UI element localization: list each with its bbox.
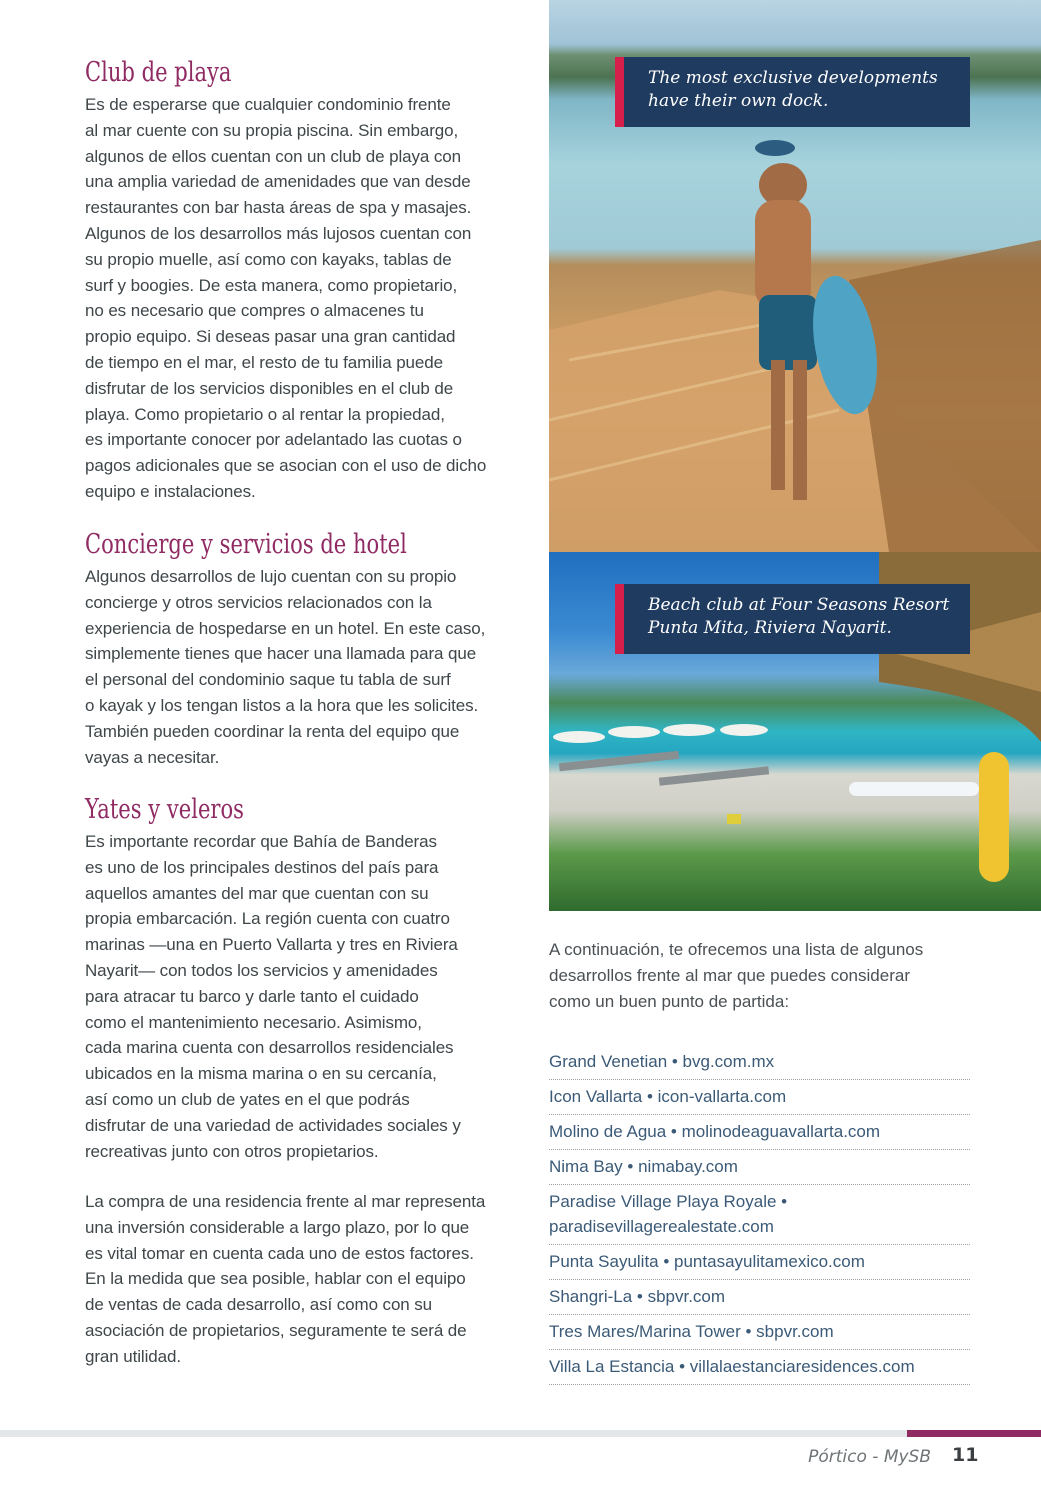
footer-accent-bar — [907, 1430, 1041, 1437]
footer-divider — [0, 1430, 1041, 1437]
top-photo-caption: The most exclusive developments have their own dock. — [615, 57, 970, 127]
section-body: Es importante recordar que Bahía de Banderas es uno de los principales destinos del país para aquellos amantes del mar que cuentan con su propia embarcación. La región cuenta con cuatro marinas —una en Puerto Vallarta y tres en Riviera Nayarit— con todos los servicios y amenidades para atracar tu barco y darle tanto el cuidado como el mantenimiento necesario. Asimismo, cada marina cuenta con desarrollos residenciales ubicados en la misma marina o en su cercanía, así como un club de yates en el que podrás disfrutar de una variedad de actividades sociales y recreativas junto con otros propietarios. — [85, 832, 461, 1161]
section-concierge — [85, 530, 510, 770]
section-heading: Concierge y servicios de hotel — [85, 529, 407, 560]
list-item[interactable]: Icon Vallarta • icon-vallarta.com — [549, 1080, 970, 1115]
list-item[interactable]: Villa La Estancia • villalaestanciaresidences.com — [549, 1350, 970, 1385]
section-club-de-playa — [85, 58, 510, 505]
list-item[interactable]: Tres Mares/Marina Tower • sbpvr.com — [549, 1315, 970, 1350]
section-body: Algunos desarrollos de lujo cuentan con su propio concierge y otros servicios relacionados con la experiencia de hospedarse en un hotel. En este caso, simplemente tienes que hacer una llamada para que el personal del condominio saque tu tabla de surf o kayak y los tengan listos a la hora que les solicites. También pueden coordinar la renta del equipo que vayas a necesitar. — [85, 567, 486, 767]
section-heading: Club de playa — [85, 57, 232, 88]
section-yates — [85, 795, 510, 1164]
bottom-photo-caption: Beach club at Four Seasons Resort Punta Mita, Riviera Nayarit. — [615, 584, 970, 654]
list-item[interactable]: Molino de Agua • molinodeaguavallarta.com — [549, 1115, 970, 1150]
list-item[interactable]: Paradise Village Playa Royale • paradisevillagerealestate.com — [549, 1185, 970, 1245]
section-heading: Yates y veleros — [85, 794, 244, 825]
closing-paragraph: La compra de una residencia frente al mar representa una inversión considerable a largo plazo, por lo que es vital tomar en cuenta cada uno de estos factores. En la medida que sea posible, hablar con el equipo de ventas de cada desarrollo, así como con su asociación de propietarios, seguramente te será de gran utilidad. — [85, 1192, 486, 1366]
list-item[interactable]: Shangri-La • sbpvr.com — [549, 1280, 970, 1315]
developments-list — [549, 1045, 970, 1385]
list-item[interactable]: Grand Venetian • bvg.com.mx — [549, 1045, 970, 1080]
page-number: 11 — [952, 1444, 979, 1466]
list-intro: A continuación, te ofrecemos una lista de algunos desarrollos frente al mar que puedes considerar como un buen punto de partida: — [549, 940, 924, 1011]
list-item[interactable]: Punta Sayulita • puntasayulitamexico.com — [549, 1245, 970, 1280]
list-item[interactable]: Nima Bay • nimabay.com — [549, 1150, 970, 1185]
publication-name: Pórtico - MySB — [808, 1447, 931, 1467]
section-body: Es de esperarse que cualquier condominio frente al mar cuente con su propia piscina. Sin embargo, algunos de ellos cuentan con un club de playa con una amplia variedad de amenidades que van desde restaurantes con bar hasta áreas de spa y masajes. Algunos de los desarrollos más lujosos cuentan con su propio muelle, así como con kayaks, tablas de surf y boogies. De esta manera, como propietario, no es necesario que compres o almacenes tu propio equipo. Si deseas pasar una gran cantidad de tiempo en el mar, el resto de tu familia puede disfrutar de los servicios disponibles en el club de playa. Como propietario o al rentar la propiedad, es importante conocer por adelantado las cuotas o pagos adicionales que se asocian con el uso de dicho equipo e instalaciones. — [85, 95, 487, 501]
